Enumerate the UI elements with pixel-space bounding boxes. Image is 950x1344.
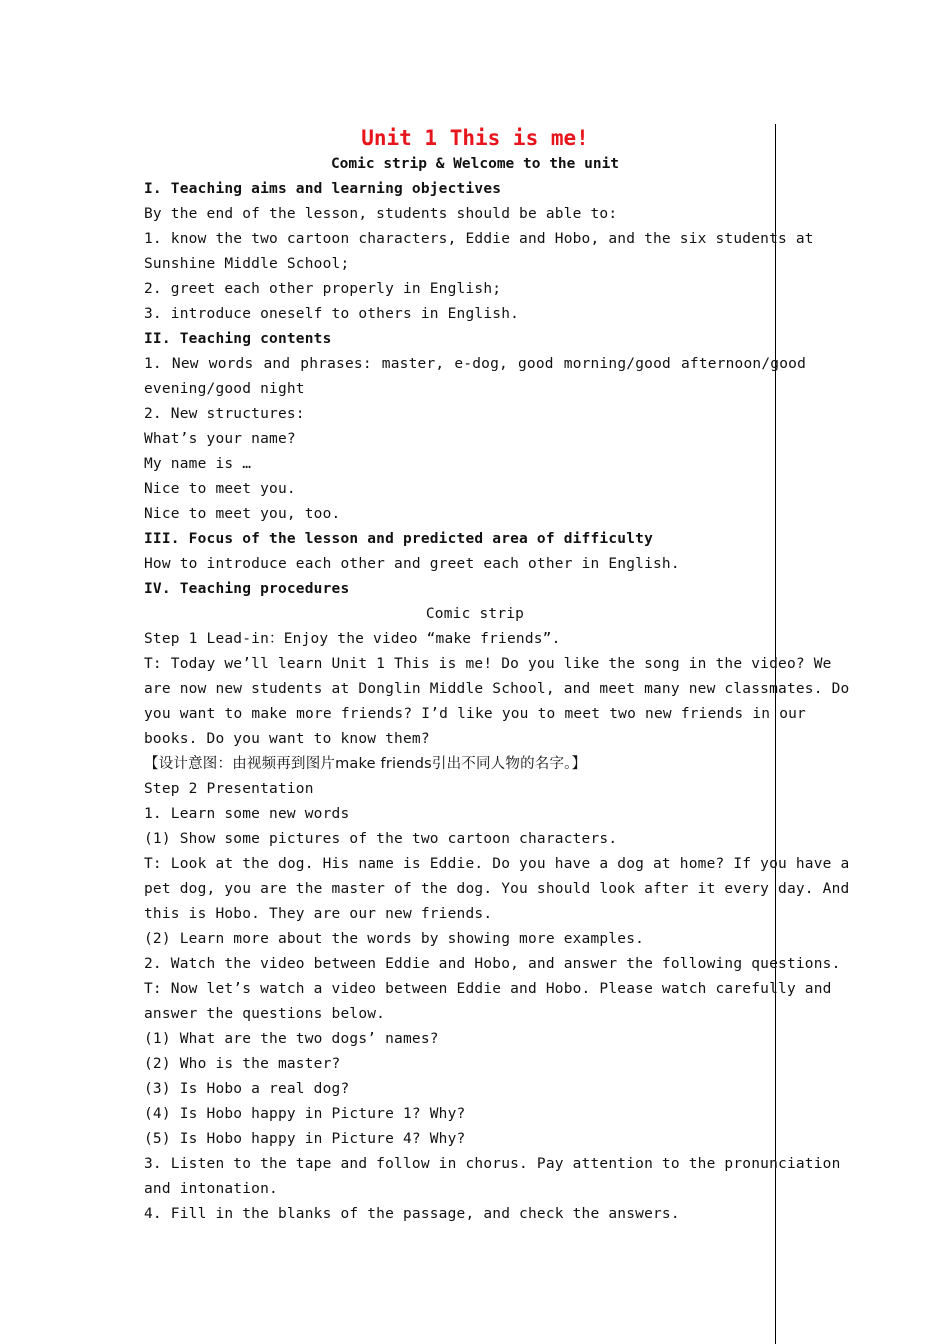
text-line: and intonation. <box>144 1181 278 1197</box>
text-line: you want to make more friends? I’d like you to meet two new friends in our <box>144 706 806 722</box>
text-line: answer the questions below. <box>144 1006 386 1022</box>
text-line: Nice to meet you. <box>144 481 296 497</box>
text-line: evening/good night <box>144 381 305 397</box>
text-line: pet dog, you are the master of the dog. You should look after it every day. And <box>144 881 850 897</box>
text-line: Step 1 Lead-in：Enjoy the video “make friends”. <box>144 631 561 647</box>
text-line: Sunshine Middle School; <box>144 256 350 272</box>
section-heading: III. Focus of the lesson and predicted area of difficulty <box>144 531 653 547</box>
document-body <box>144 124 850 1227</box>
text-line: (4) Is Hobo happy in Picture 1? Why? <box>144 1106 466 1122</box>
text-line: 1. New words and phrases: master, e-dog, good morning/good afternoon/good <box>144 356 806 372</box>
section-heading: I. Teaching aims and learning objectives <box>144 181 502 197</box>
text-line: 【设计意图：由视频再到图片make friends引出不同人物的名字。】 <box>144 756 587 772</box>
page-title: Unit 1 This is me! <box>361 126 589 150</box>
text-line: 3. introduce oneself to others in English. <box>144 306 520 322</box>
text-line: T: Now let’s watch a video between Eddie and Hobo. Please watch carefully and <box>144 981 832 997</box>
text-line: My name is … <box>144 456 252 472</box>
text-line: How to introduce each other and greet each other in English. <box>144 556 680 572</box>
text-line: (2) Who is the master? <box>144 1056 341 1072</box>
page-subtitle: Comic strip & Welcome to the unit <box>330 156 620 172</box>
text-line: T: Look at the dog. His name is Eddie. Do you have a dog at home? If you have a <box>144 856 850 872</box>
text-line: 2. greet each other properly in English; <box>144 281 502 297</box>
text-lines <box>144 177 850 1227</box>
text-line: (1) What are the two dogs’ names? <box>144 1031 439 1047</box>
text-line: T: Today we’ll learn Unit 1 This is me! Do you like the song in the video? We <box>144 656 832 672</box>
text-line: (1) Show some pictures of the two cartoon characters. <box>144 831 618 847</box>
text-line: 4. Fill in the blanks of the passage, and check the answers. <box>144 1206 680 1222</box>
text-line: 2. New structures: <box>144 406 305 422</box>
text-line: What’s your name? <box>144 431 296 447</box>
text-line: 1. know the two cartoon characters, Eddie and Hobo, and the six students at <box>144 231 814 247</box>
text-line: 2. Watch the video between Eddie and Hobo, and answer the following questions. <box>144 956 841 972</box>
text-line: (3) Is Hobo a real dog? <box>144 1081 350 1097</box>
section-heading: IV. Teaching procedures <box>144 581 350 597</box>
text-line: this is Hobo. They are our new friends. <box>144 906 493 922</box>
text-line: books. Do you want to know them? <box>144 731 430 747</box>
text-line: 3. Listen to the tape and follow in chorus. Pay attention to the pronunciation <box>144 1156 841 1172</box>
text-line: By the end of the lesson, students should be able to: <box>144 206 618 222</box>
text-line: (2) Learn more about the words by showing more examples. <box>144 931 645 947</box>
text-line: (5) Is Hobo happy in Picture 4? Why? <box>144 1131 466 1147</box>
text-line: Nice to meet you, too. <box>144 506 341 522</box>
text-line: are now new students at Donglin Middle School, and meet many new classmates. Do <box>144 681 850 697</box>
text-line: 1. Learn some new words <box>144 806 350 822</box>
text-line: Comic strip <box>425 606 525 622</box>
section-heading: II. Teaching contents <box>144 331 332 347</box>
text-line: Step 2 Presentation <box>144 781 314 797</box>
